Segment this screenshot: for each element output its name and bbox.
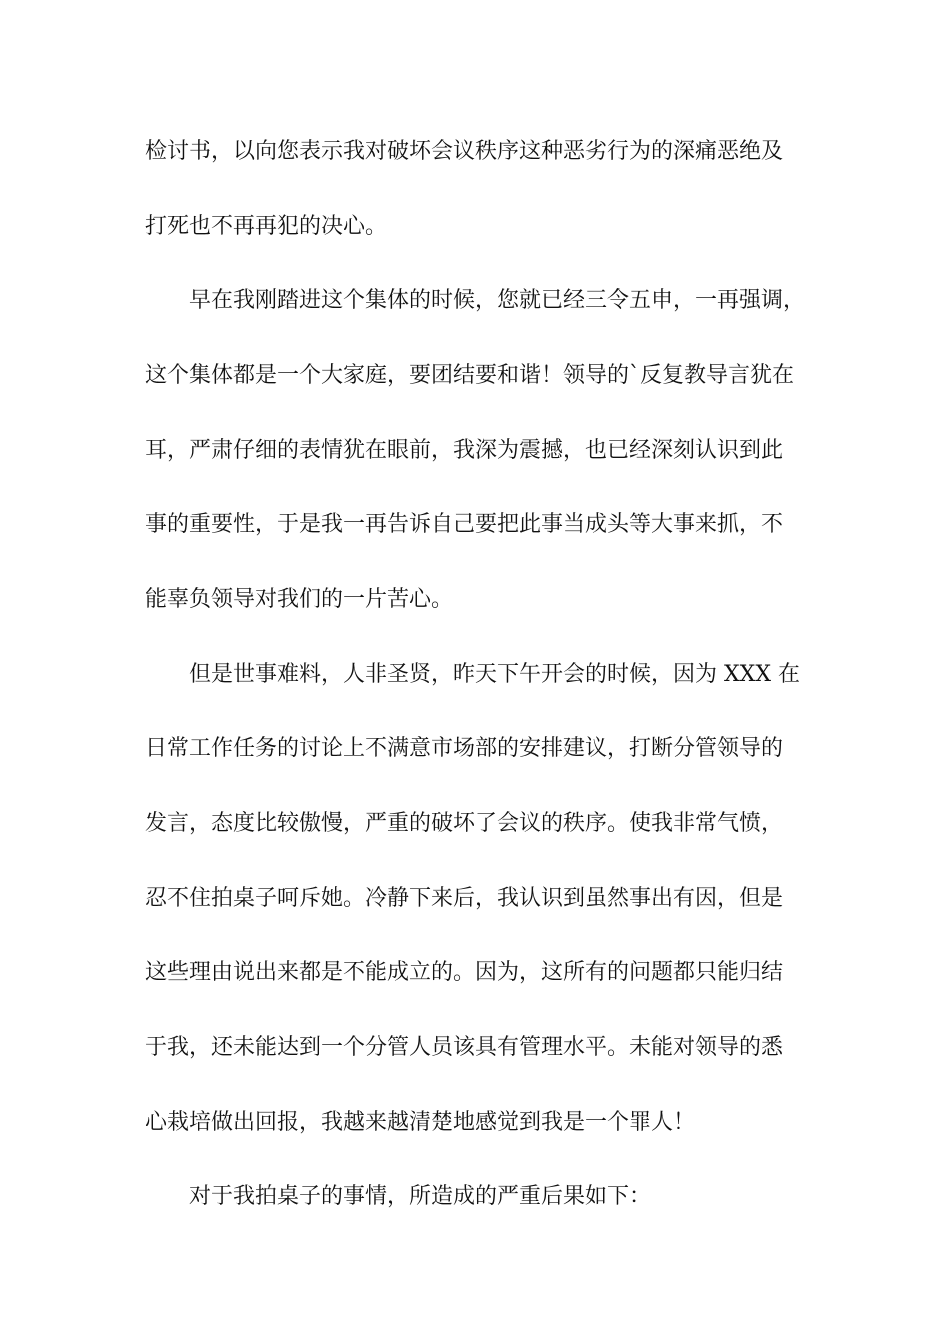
paragraph-first-line: 但是世事难料，人非圣贤，昨天下午开会的时候，因为 XXX 在 bbox=[189, 662, 800, 687]
text-line: 能辜负领导对我们的一片苦心。 bbox=[145, 587, 454, 612]
text-line: 发言，态度比较傲慢，严重的破坏了会议的秩序。使我非常气愤， bbox=[145, 811, 784, 836]
text-line: 忍不住拍桌子呵斥她。冷静下来后，我认识到虽然事出有因，但是 bbox=[145, 886, 784, 911]
paragraph-first-line: 早在我刚踏进这个集体的时候，您就已经三令五申，一再强调， bbox=[189, 288, 806, 313]
text-line: 心栽培做出回报，我越来越清楚地感觉到我是一个罪人！ bbox=[145, 1110, 696, 1135]
text-line: 检讨书，以向您表示我对破坏会议秩序这种恶劣行为的深痛恶绝及 bbox=[145, 139, 784, 164]
text-line: 打死也不再再犯的决心。 bbox=[145, 214, 388, 239]
text-line: 于我，还未能达到一个分管人员该具有管理水平。未能对领导的悉 bbox=[145, 1035, 784, 1060]
text-line: 这些理由说出来都是不能成立的。因为，这所有的问题都只能归结 bbox=[145, 960, 784, 985]
text-line: 这个集体都是一个大家庭，要团结要和谐！领导的`反复教导言犹在 bbox=[145, 363, 795, 388]
text-line: 耳，严肃仔细的表情犹在眼前，我深为震撼，也已经深刻认识到此 bbox=[145, 438, 784, 463]
text-line: 事的重要性，于是我一再告诉自己要把此事当成头等大事来抓，不 bbox=[145, 512, 784, 537]
text-line: 日常工作任务的讨论上不满意市场部的安排建议，打断分管领导的 bbox=[145, 736, 784, 761]
paragraph-first-line: 对于我拍桌子的事情，所造成的严重后果如下： bbox=[189, 1184, 652, 1209]
